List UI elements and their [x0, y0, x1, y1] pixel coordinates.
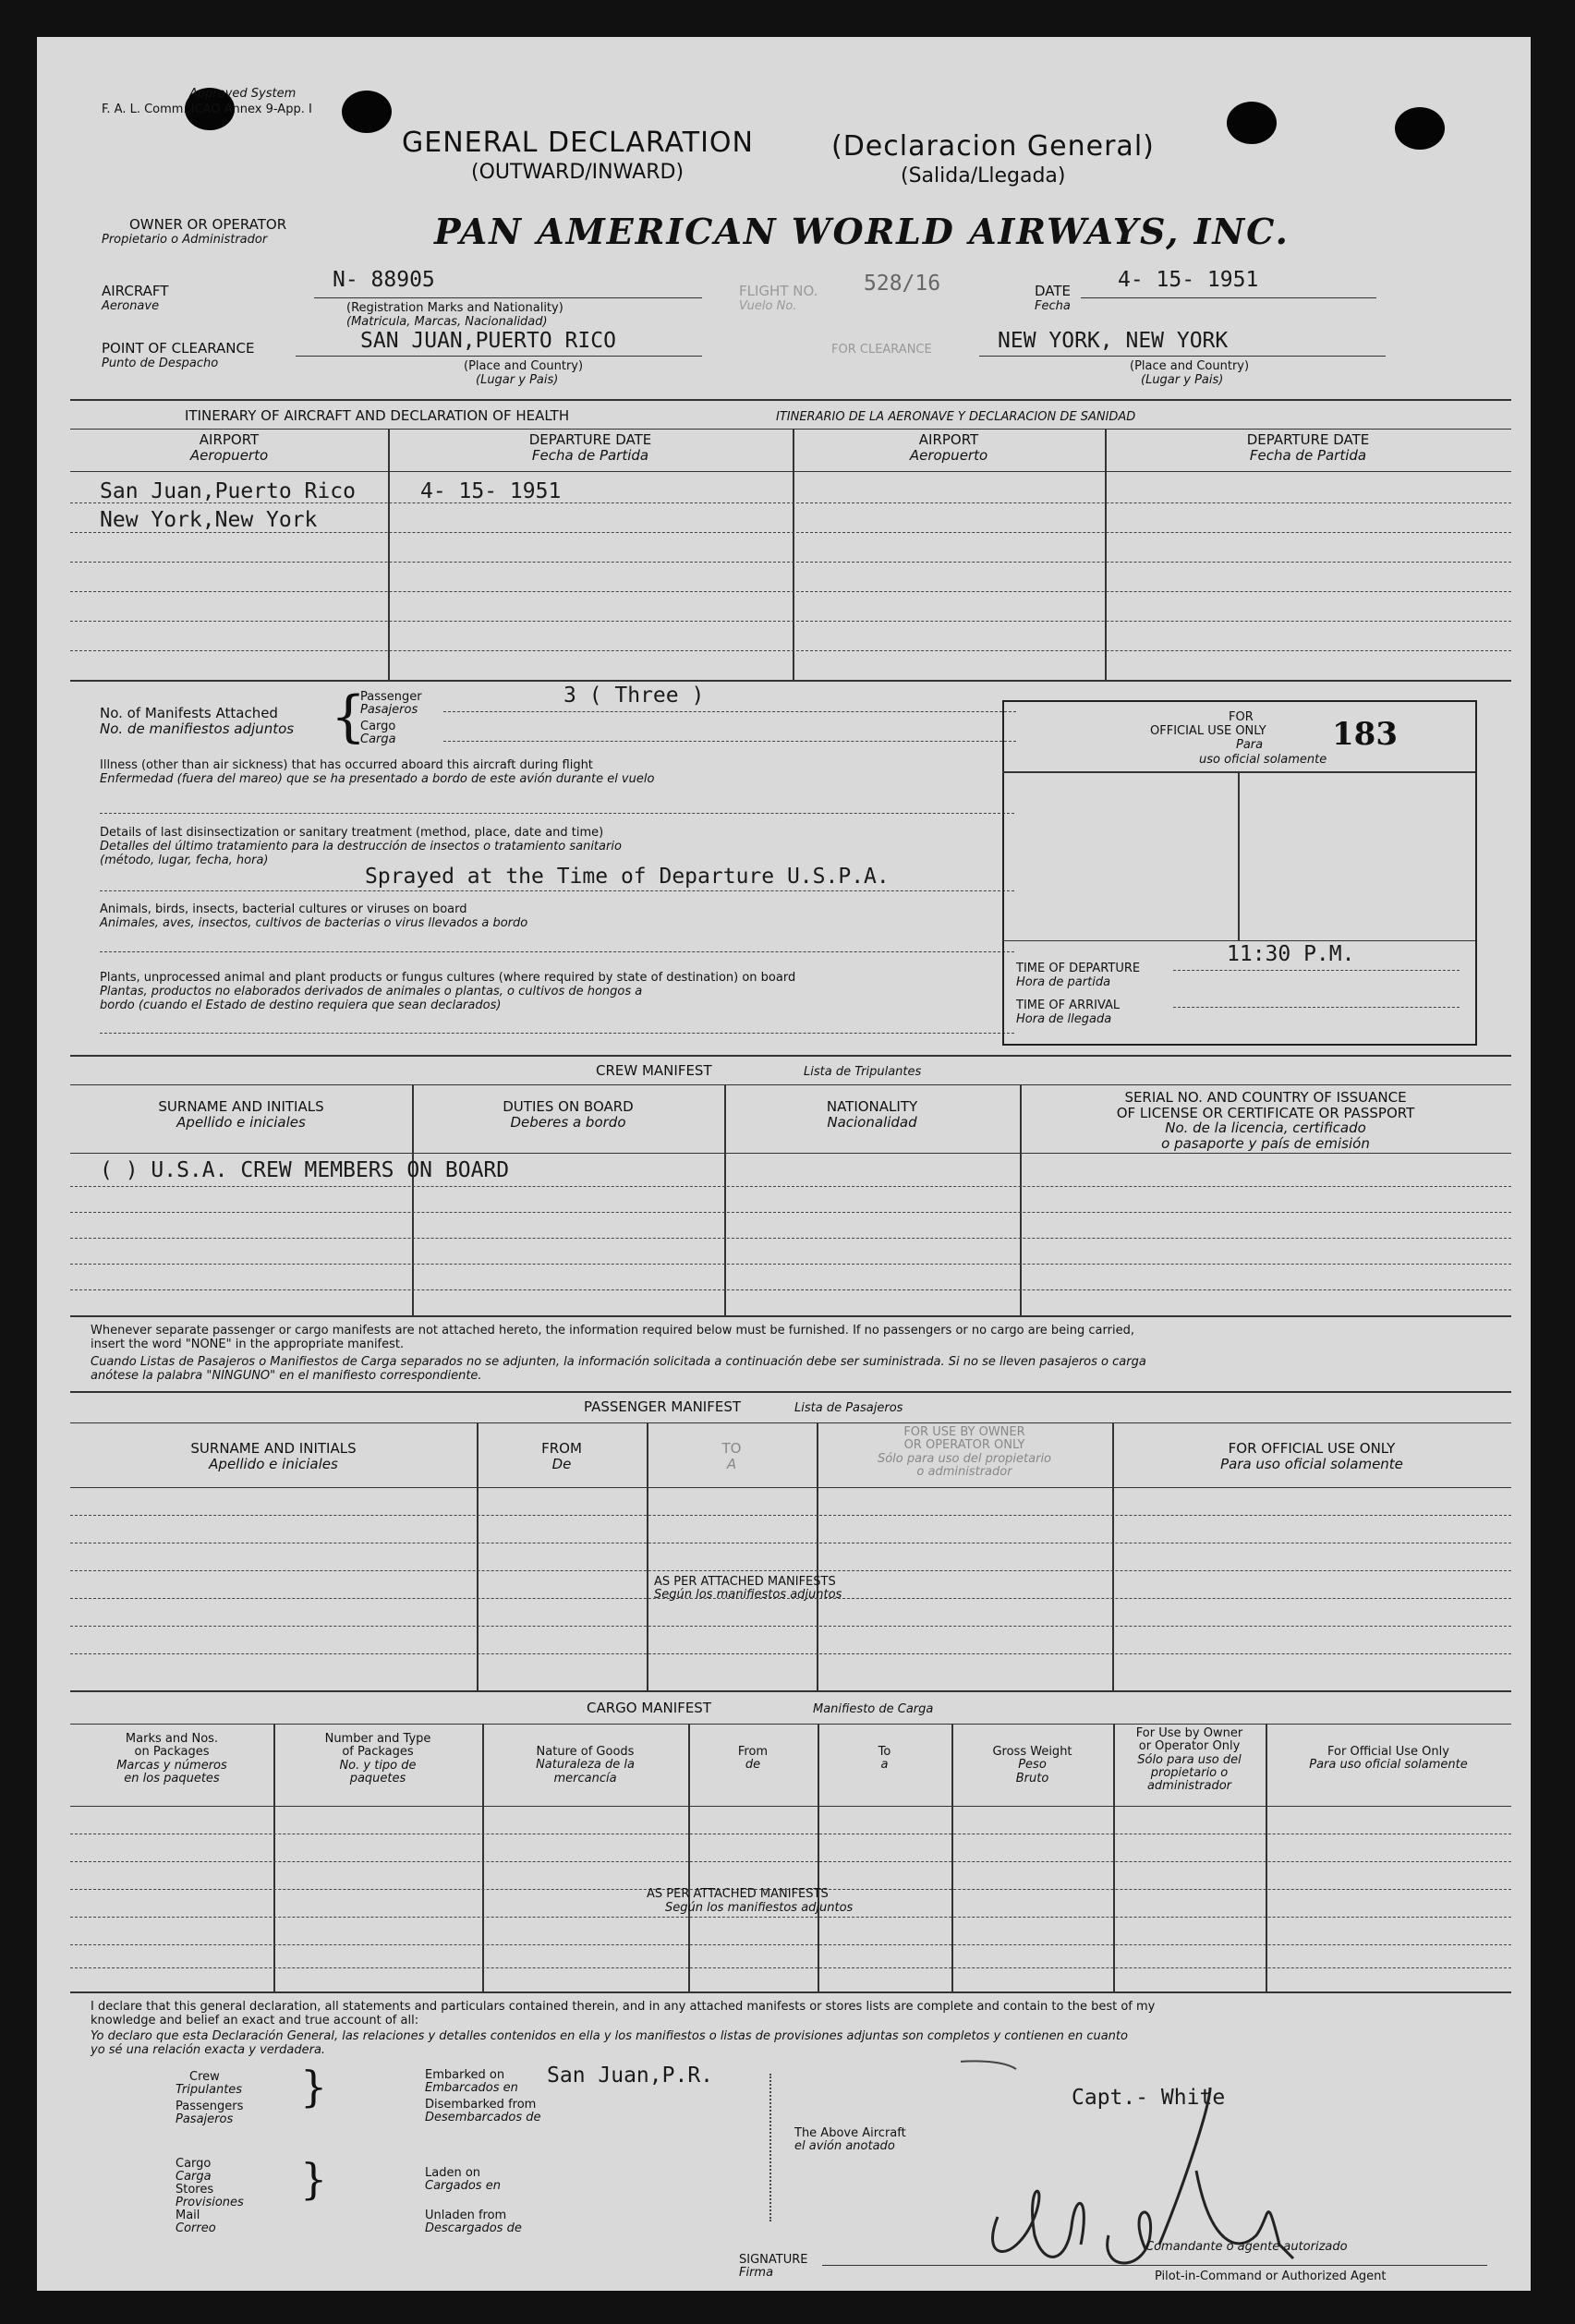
decl-cargo: Cargo — [176, 2157, 212, 2171]
signature-label: SIGNATURE — [739, 2253, 808, 2267]
disinsect-value: Sprayed at the Time of Departure U.S.P.A. — [365, 865, 890, 889]
notice-en2: insert the word "NONE" in the appropriate manifest. — [91, 1338, 405, 1351]
illness-label-es: Enfermedad (fuera del mareo) que se ha presentado a bordo de este avión durante el vuelo — [100, 772, 655, 786]
flight-label-es: Vuelo No. — [739, 299, 797, 313]
cargo-title: CARGO MANIFEST — [587, 1700, 711, 1716]
itin-col-departure: DEPARTURE DATE Fecha de Partida — [528, 431, 652, 464]
passenger-label: Passenger — [360, 690, 422, 704]
notice-es: Cuando Listas de Pasajeros o Manifiestos de Carga separados no se adjunten, la información solicitada a continuación debe ser suministrada. Si no se lleven pasajeros o carga — [91, 1355, 1146, 1369]
clearance-label-es: Punto de Despacho — [102, 357, 219, 370]
animals-label-es: Animales, aves, insectos, cultivos de bacterias o virus llevados a bordo — [100, 916, 528, 930]
decl-captain: Capt.- White — [1072, 2086, 1226, 2110]
decl-mail-es: Correo — [176, 2221, 216, 2235]
pax-col-official: FOR OFFICIAL USE ONLY Para uso oficial solamente — [1220, 1440, 1403, 1472]
notice-es2: anótese la palabra "NINGUNO" en el manifiesto correspondiente. — [91, 1369, 482, 1383]
cargo-label: Cargo — [360, 720, 396, 733]
aircraft-label-es: Aeronave — [102, 299, 160, 313]
declaration-en: I declare that this general declaration, all statements and particulars contained therein, and in any attached manifests or stores lists are complete and contain to the best of my — [91, 2000, 1156, 2014]
official-label: OFFICIAL USE ONLY — [1150, 724, 1266, 738]
plants-label-es: Plantas, productos no elaborados derivados de animales o plantas, o cultivos de hongos a — [100, 985, 643, 999]
disinsect-label-es2: (método, lugar, fecha, hora) — [100, 853, 269, 867]
decl-stores-es: Provisiones — [176, 2196, 244, 2209]
clearance-label: POINT OF CLEARANCE — [102, 340, 255, 357]
owner-stamp: PAN AMERICAN WORLD AIRWAYS, INC. — [434, 211, 1290, 252]
departure-time-value: 11:30 P.M. — [1227, 942, 1355, 966]
decl-crew: Crew — [189, 2070, 220, 2084]
cargo-col-number: Number and Type of Packages No. y tipo de paquetes — [324, 1732, 431, 1785]
cargo-col-from: From de — [737, 1745, 769, 1773]
decl-embarked: Embarked on — [425, 2068, 505, 2082]
itinerary-title: ITINERARY OF AIRCRAFT AND DECLARATION OF HEALTH — [185, 407, 570, 424]
form-subtitle-es: (Salida/Llegada) — [901, 164, 1066, 188]
decl-passengers-es: Pasajeros — [176, 2112, 234, 2126]
for-clearance-sub-es: (Lugar y Pais) — [1141, 373, 1224, 387]
aircraft-sub: (Registration Marks and Nationality) — [346, 301, 563, 315]
decl-laden-es: Cargados en — [425, 2179, 501, 2193]
pax-col-from: FROM De — [541, 1440, 582, 1472]
itin-col-airport: AIRPORT Aeropuerto — [189, 431, 269, 464]
itinerary-title-es: ITINERARIO DE LA AERONAVE Y DECLARACION DE SANIDAD — [776, 410, 1136, 424]
decl-above-aircraft-es: el avión anotado — [794, 2139, 895, 2153]
itin-row2-airport: New York,New York — [100, 508, 318, 532]
passenger-manifest-value: 3 ( Three ) — [563, 684, 705, 708]
arrival-time-label: TIME OF ARRIVAL — [1016, 999, 1121, 1012]
aircraft-label: AIRCRAFT — [102, 283, 169, 299]
decl-stores: Stores — [176, 2183, 214, 2197]
itin-row1-date: 4- 15- 1951 — [420, 479, 562, 503]
crew-col-surname: SURNAME AND INITIALS Apellido e iniciales — [158, 1098, 324, 1131]
official-label-es: Para — [1236, 738, 1264, 752]
for-clearance-label: FOR CLEARANCE — [831, 343, 932, 357]
for-clearance-sub: (Place and Country) — [1130, 359, 1250, 373]
decl-laden: Laden on — [425, 2166, 481, 2180]
decl-above-aircraft: The Above Aircraft — [794, 2126, 906, 2140]
cargo-col-weight: Gross Weight Peso Bruto — [992, 1745, 1072, 1785]
for-clearance-value: NEW YORK, NEW YORK — [998, 329, 1229, 353]
crew-col-duties: DUTIES ON BOARD Deberes a bordo — [503, 1098, 634, 1131]
departure-time-label-es: Hora de partida — [1016, 975, 1111, 989]
document-page — [37, 37, 1531, 2291]
crew-col-nationality: NATIONALITY Nacionalidad — [826, 1098, 918, 1131]
clearance-value: SAN JUAN,PUERTO RICO — [360, 329, 616, 353]
crew-row1: ( ) U.S.A. CREW MEMBERS ON BOARD — [100, 1158, 510, 1182]
approved-system: Approved System — [189, 87, 297, 101]
punch-hole-3 — [1227, 102, 1277, 144]
illness-label: Illness (other than air sickness) that has occurred aboard this aircraft during flight — [100, 758, 593, 772]
departure-time-label: TIME OF DEPARTURE — [1016, 962, 1141, 975]
cargo-col-marks: Marks and Nos. on Packages Marcas y números en los paquetes — [116, 1732, 227, 1785]
cargo-label-es: Carga — [360, 732, 396, 746]
decl-brace-1: } — [300, 2062, 328, 2112]
pax-stamp-es: Según los manifiestos adjuntos — [654, 1588, 842, 1602]
itin-col-airport2: AIRPORT Aeropuerto — [909, 431, 988, 464]
decl-unladen: Unladen from — [425, 2209, 507, 2222]
form-title-es: (Declaracion General) — [831, 130, 1155, 163]
passenger-title-es: Lista de Pasajeros — [794, 1401, 903, 1415]
declaration-es: Yo declaro que esta Declaración General, las relaciones y detalles contenidos en ella y los manifiestos o listas de provisiones adjuntas son completos y contienen en cuanto — [91, 2029, 1128, 2043]
official-stamp-number: 183 — [1332, 716, 1398, 753]
decl-passengers: Passengers — [176, 2100, 244, 2113]
notice-en: Whenever separate passenger or cargo manifests are not attached hereto, the information required below must be furnished. If no passengers or no cargo are being carried, — [91, 1324, 1134, 1338]
decl-unladen-es: Descargados de — [425, 2221, 522, 2235]
decl-cargo-es: Carga — [176, 2170, 212, 2184]
itin-row1-airport: San Juan,Puerto Rico — [100, 479, 356, 503]
plants-label-es2: bordo (cuando el Estado de destino requiera que sean declarados) — [100, 999, 502, 1012]
decl-disembarked: Disembarked from — [425, 2098, 537, 2112]
itin-col-departure2: DEPARTURE DATE Fecha de Partida — [1246, 431, 1370, 464]
punch-hole-2 — [342, 91, 392, 133]
pax-col-to: TO A — [721, 1440, 742, 1472]
aircraft-value: N- 88905 — [333, 268, 435, 292]
decl-crew-es: Tripulantes — [176, 2083, 243, 2097]
punch-hole-4 — [1395, 107, 1445, 150]
pic-label: Pilot-in-Command or Authorized Agent — [1155, 2270, 1387, 2283]
decl-embarked-es: Embarcados en — [425, 2081, 518, 2095]
flight-label: FLIGHT NO. — [739, 283, 818, 299]
official-label-es2: uso oficial solamente — [1199, 753, 1327, 767]
cargo-col-nature: Nature of Goods Naturaleza de la mercancía — [536, 1745, 635, 1785]
cargo-col-owner: For Use by Owner or Operator Only Sólo para uso del propietario o administrador — [1135, 1726, 1243, 1794]
form-title: GENERAL DECLARATION — [402, 127, 754, 159]
approved-ref: F. A. L. Comm. ICAO Annex 9-App. I — [102, 103, 312, 116]
form-subtitle: (OUTWARD/INWARD) — [471, 161, 685, 184]
pax-stamp: AS PER ATTACHED MANIFESTS — [654, 1575, 836, 1589]
aircraft-sub-es: (Matricula, Marcas, Nacionalidad) — [346, 315, 548, 329]
declaration-es2: yo sé una relación exacta y verdadera. — [91, 2043, 326, 2057]
cargo-col-to: To a — [878, 1745, 891, 1773]
crew-col-serial: SERIAL NO. AND COUNTRY OF ISSUANCE OF LICENSE OR CERTIFICATE OR PASSPORT No. de la licencia, certificado o pasaporte y país de emisión — [1116, 1089, 1415, 1152]
cargo-stamp: AS PER ATTACHED MANIFESTS — [647, 1887, 829, 1901]
pic-label-es: Comandante o agente autorizado — [1145, 2240, 1348, 2254]
decl-brace-2: } — [300, 2154, 328, 2204]
flight-value: 528/16 — [864, 272, 941, 296]
cargo-col-official: For Official Use Only Para uso oficial solamente — [1309, 1745, 1468, 1773]
date-label-es: Fecha — [1035, 299, 1071, 313]
pax-col-owner: FOR USE BY OWNER OR OPERATOR ONLY Sólo para uso del propietario o administrador — [877, 1425, 1052, 1479]
date-label: DATE — [1035, 283, 1072, 299]
owner-label-es: Propietario o Administrador — [102, 233, 268, 247]
manifests-label: No. of Manifests Attached — [100, 705, 278, 721]
manifests-brace: { — [331, 684, 367, 749]
decl-disembarked-es: Desembarcados de — [425, 2111, 541, 2124]
passenger-title: PASSENGER MANIFEST — [584, 1398, 742, 1415]
owner-label: OWNER OR OPERATOR — [129, 216, 287, 233]
manifests-label-es: No. de manifiestos adjuntos — [100, 720, 295, 737]
cargo-title-es: Manifiesto de Carga — [813, 1702, 934, 1716]
decl-mail: Mail — [176, 2209, 200, 2222]
animals-label: Animals, birds, insects, bacterial cultures or viruses on board — [100, 902, 467, 916]
date-value: 4- 15- 1951 — [1118, 268, 1259, 292]
handwritten-signature — [961, 2051, 1349, 2272]
crew-title: CREW MANIFEST — [596, 1062, 712, 1079]
passenger-label-es: Pasajeros — [360, 703, 418, 717]
signature-label-es: Firma — [739, 2266, 774, 2280]
disinsect-label: Details of last disinsectization or sanitary treatment (method, place, date and time) — [100, 826, 604, 840]
declaration-en2: knowledge and belief an exact and true account of all: — [91, 2014, 419, 2027]
official-for: FOR — [1229, 710, 1254, 724]
pax-col-surname: SURNAME AND INITIALS Apellido e iniciales — [190, 1440, 357, 1472]
cargo-stamp-es: Según los manifiestos adjuntos — [665, 1901, 854, 1915]
clearance-sub: (Place and Country) — [464, 359, 584, 373]
plants-label: Plants, unprocessed animal and plant products or fungus cultures (where required by state of destination) on board — [100, 971, 796, 985]
clearance-sub-es: (Lugar y Pais) — [476, 373, 559, 387]
arrival-time-label-es: Hora de llegada — [1016, 1012, 1112, 1026]
crew-title-es: Lista de Tripulantes — [804, 1065, 922, 1079]
decl-embarked-value: San Juan,P.R. — [547, 2064, 714, 2088]
disinsect-label-es: Detalles del último tratamiento para la destrucción de insectos o tratamiento sanitario — [100, 840, 622, 853]
